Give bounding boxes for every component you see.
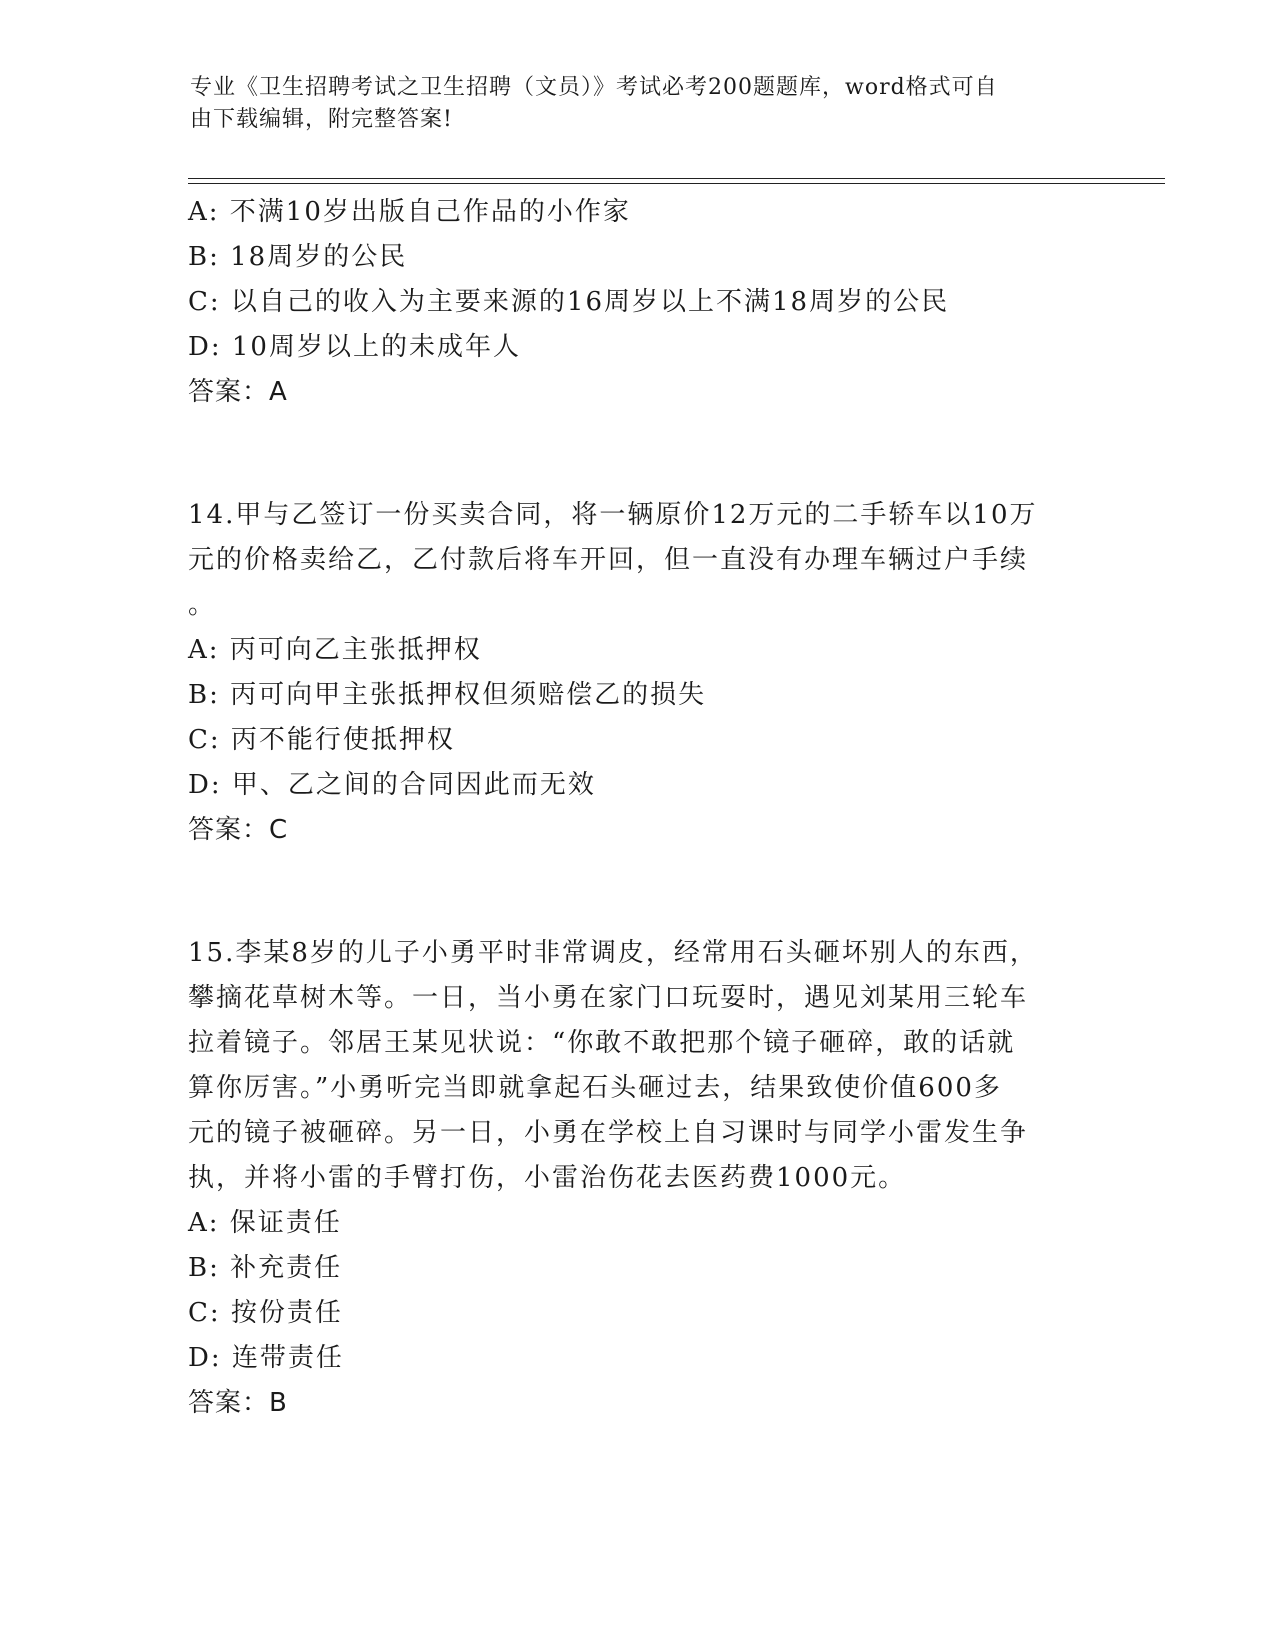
header-line-1: 专业《卫生招聘考试之卫生招聘（文员）》考试必考200题题库，word格式可自: [190, 75, 998, 100]
question-13: [188, 190, 1088, 415]
option-d: D: 连带责任: [188, 1343, 344, 1373]
question-stem-line-4: 算你厉害。”小勇听完当即就拿起石头砸过去，结果致使价值600多: [188, 1073, 1002, 1103]
option-b: B: 丙可向甲主张抵押权但须赔偿乙的损失: [188, 680, 707, 710]
option-d: D: 甲、乙之间的合同因此而无效: [188, 770, 596, 800]
option-a: A: 不满10岁出版自己作品的小作家: [188, 197, 631, 227]
question-stem-line-3: 拉着镜子。邻居王某见状说：“你敢不敢把那个镜子砸碎，敢的话就: [188, 1028, 1016, 1058]
question-stem-line-5: 元的镜子被砸碎。另一日，小勇在学校上自习课时与同学小雷发生争: [188, 1118, 1029, 1148]
header-line-2: 由下载编辑，附完整答案!: [190, 107, 453, 132]
question-stem-line-1: 14.甲与乙签订一份买卖合同，将一辆原价12万元的二手轿车以10万: [188, 500, 1038, 530]
option-d: D: 10周岁以上的未成年人: [188, 332, 521, 362]
option-b: B: 补充责任: [188, 1253, 343, 1283]
header-rule-top: [188, 178, 1165, 179]
option-b: B: 18周岁的公民: [188, 242, 408, 272]
document-header: [190, 72, 1090, 136]
question-stem-line-2: 攀摘花草树木等。一日，当小勇在家门口玩耍时，遇见刘某用三轮车: [188, 983, 1029, 1013]
question-stem-line-1: 15.李某8岁的儿子小勇平时非常调皮，经常用石头砸坏别人的东西，: [188, 938, 1038, 968]
option-c: C: 丙不能行使抵押权: [188, 725, 455, 755]
header-rule-bottom: [188, 183, 1165, 184]
answer: 答案：B: [188, 1388, 288, 1418]
question-14: [188, 493, 1088, 853]
document-body: [188, 190, 1088, 1426]
option-c: C: 按份责任: [188, 1298, 343, 1328]
answer: 答案：C: [188, 815, 289, 845]
option-a: A: 保证责任: [188, 1208, 342, 1238]
option-a: A: 丙可向乙主张抵押权: [188, 635, 482, 665]
question-15: [188, 931, 1088, 1426]
question-stem-line-3: 。: [188, 590, 217, 620]
answer: 答案：A: [188, 377, 288, 407]
question-stem-line-6: 执，并将小雷的手臂打伤，小雷治伤花去医药费1000元。: [188, 1163, 907, 1193]
question-stem-line-2: 元的价格卖给乙，乙付款后将车开回，但一直没有办理车辆过户手续: [188, 545, 1029, 575]
option-c: C: 以自己的收入为主要来源的16周岁以上不满18周岁的公民: [188, 287, 950, 317]
